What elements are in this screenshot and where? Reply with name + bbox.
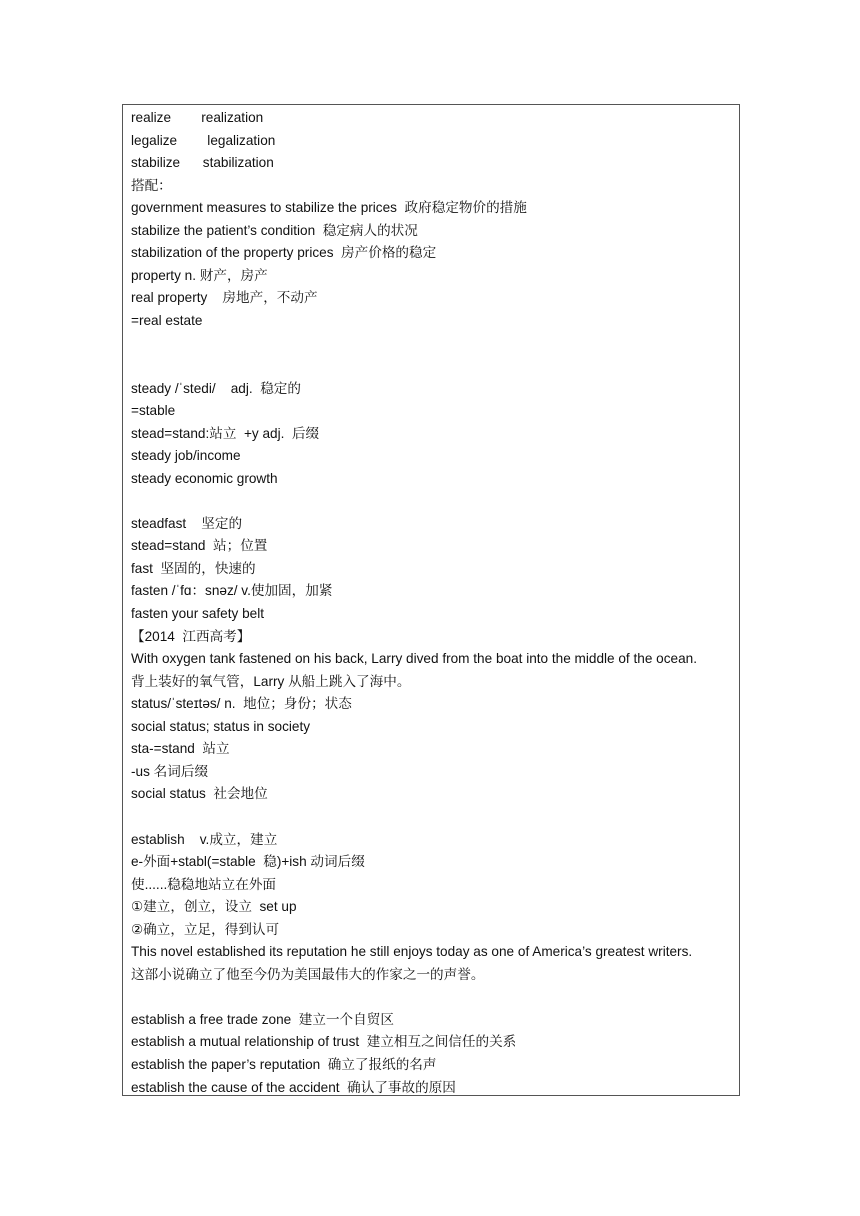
text-line: social status 社会地位 xyxy=(131,786,268,802)
text-line: stead=stand 站；位置 xyxy=(131,538,268,554)
text-line: steady job/income xyxy=(131,448,241,464)
text-line: social status; status in society xyxy=(131,718,311,734)
notes-table-cell xyxy=(122,104,740,1096)
text-line: This novel established its reputation he still enjoys today as one of America’s greatest writers. xyxy=(131,944,693,960)
text-line: stabilize the patient’s condition 稳定病人的状况 xyxy=(131,222,418,238)
text-line: fasten /ˈfɑ：snəz/ v.使加固，加紧 xyxy=(131,583,333,599)
blank-line xyxy=(131,355,735,378)
text-line: legalize legalization xyxy=(131,132,276,148)
text-line: real property 房地产，不动产 xyxy=(131,290,318,306)
text-line: property n. 财产，房产 xyxy=(131,267,268,283)
text-line: ①建立，创立，设立 set up xyxy=(131,899,297,915)
text-line: stead=stand:站立 +y adj. 后缀 xyxy=(131,425,320,441)
blank-line xyxy=(131,332,735,355)
text-line: 【2014 江西高考】 xyxy=(131,628,251,644)
text-line: fasten your safety belt xyxy=(131,606,264,622)
text-line: steady economic growth xyxy=(131,470,278,486)
text-line: -us 名词后缀 xyxy=(131,763,209,779)
text-line: establish v.成立，建立 xyxy=(131,831,278,847)
blank-line xyxy=(131,986,735,1009)
notes-text-block xyxy=(131,107,735,1099)
text-line: establish the cause of the accident 确认了事故的原因 xyxy=(131,1079,456,1095)
text-line: establish a mutual relationship of trust 建立相互之间信任的关系 xyxy=(131,1034,517,1050)
text-line: steady /ˈstedi/ adj. 稳定的 xyxy=(131,380,301,396)
blank-line xyxy=(131,806,735,829)
text-line: establish the paper’s reputation 确立了报纸的名声 xyxy=(131,1056,437,1072)
text-line: 这部小说确立了他至今仍为美国最伟大的作家之一的声誉。 xyxy=(131,966,485,982)
text-line: fast 坚固的，快速的 xyxy=(131,560,256,576)
text-line: ②确立，立足，得到认可 xyxy=(131,921,280,937)
text-line: 使......稳稳地站立在外面 xyxy=(131,876,277,892)
text-line: e-外面+stabl(=stable 稳)+ish 动词后缀 xyxy=(131,854,365,870)
text-line: stabilization of the property prices 房产价格的稳定 xyxy=(131,245,437,261)
text-line: government measures to stabilize the prices 政府稳定物价的措施 xyxy=(131,200,527,216)
text-line: realize realization xyxy=(131,110,264,125)
text-line: sta-=stand 站立 xyxy=(131,741,230,757)
text-line: =stable xyxy=(131,403,176,419)
text-line: stabilize stabilization xyxy=(131,155,274,171)
text-line: 搭配： xyxy=(131,177,172,193)
text-line: steadfast 坚定的 xyxy=(131,515,243,531)
text-line: With oxygen tank fastened on his back, Larry dived from the boat into the middle of the ocean. xyxy=(131,651,697,667)
text-line: establish a free trade zone 建立一个自贸区 xyxy=(131,1011,394,1027)
text-line: 背上装好的氧气管，Larry 从船上跳入了海中。 xyxy=(131,673,411,689)
text-line: status/ˈsteɪtəs/ n. 地位；身份；状态 xyxy=(131,696,352,712)
text-line: =real estate xyxy=(131,312,203,328)
blank-line xyxy=(131,490,735,513)
